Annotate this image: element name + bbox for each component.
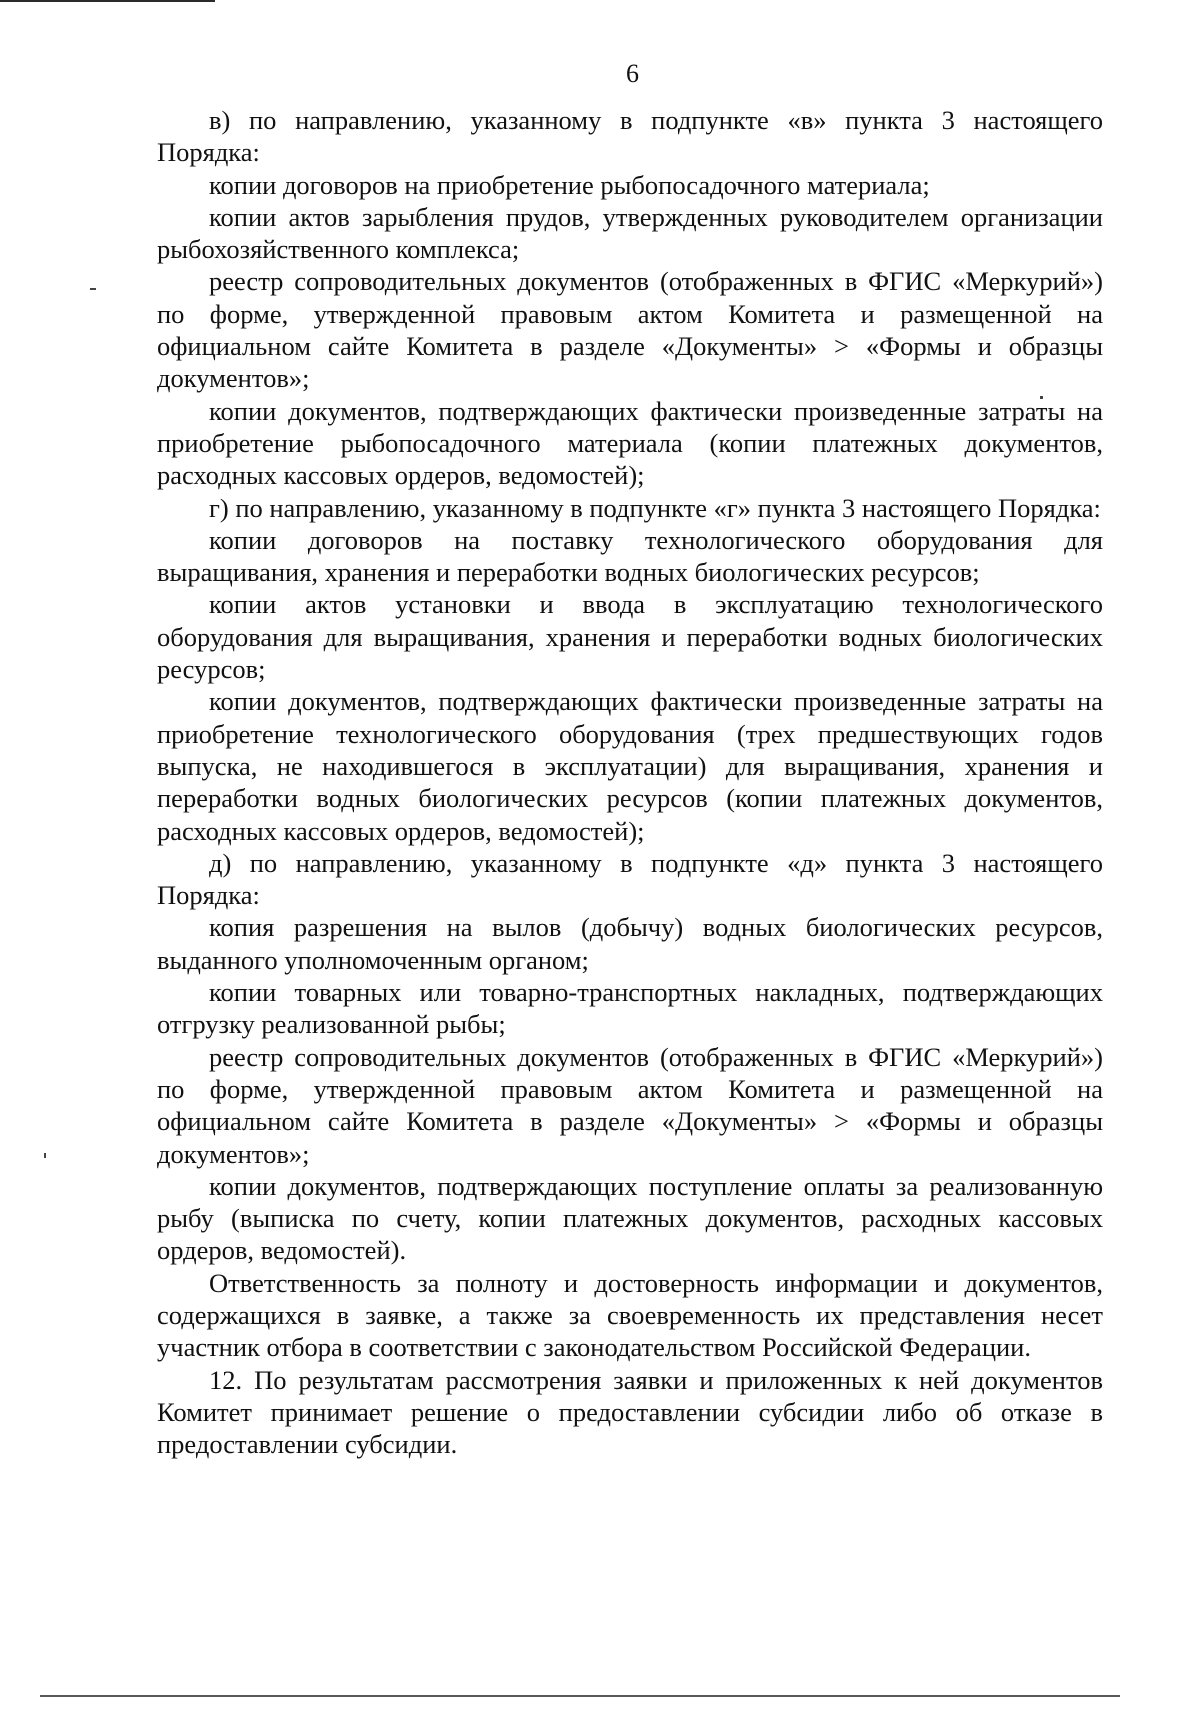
paragraph: копии актов установки и ввода в эксплуатацию технологического оборудования для выращивания, хранения и переработки водных биологических ресурсов;: [157, 589, 1103, 685]
paragraph: копии товарных или товарно-транспортных накладных, подтверждающих отгрузку реализованной рыбы;: [157, 977, 1103, 1040]
paragraph: 12. По результатам рассмотрения заявки и приложенных к ней документов Комитет принимает решение о предоставлении субсидии либо об отказе в предоставлении субсидии.: [157, 1364, 1103, 1460]
document-body: [157, 104, 1103, 1460]
paragraph: Ответственность за полноту и достоверность информации и документов, содержащихся в заявке, а также за своевременность их представления несет участник отбора в соответствии с законодательством Российской Федерации.: [157, 1267, 1103, 1363]
scan-edge-bottom: [40, 1695, 1120, 1697]
page-number: 6: [626, 59, 639, 88]
paragraph: копии договоров на приобретение рыбопосадочного материала;: [209, 169, 930, 200]
paragraph: г) по направлению, указанному в подпункте «г» пункта 3 настоящего Порядка:: [209, 492, 1101, 523]
scan-mark: [90, 288, 96, 290]
paragraph: копии документов, подтверждающих поступление оплаты за реализованную рыбу (выписка по счету, копии платежных документов, расходных кассовых ордеров, ведомостей).: [157, 1170, 1103, 1266]
paragraph: копии договоров на поставку технологического оборудования для выращивания, хранения и переработки водных биологических ресурсов;: [157, 524, 1103, 588]
paragraph: д) по направлению, указанному в подпункте «д» пункта 3 настоящего Порядка:: [157, 847, 1103, 911]
paragraph: в) по направлению, указанному в подпункте «в» пункта 3 настоящего Порядка:: [157, 105, 1103, 168]
paragraph: копии актов зарыбления прудов, утвержденных руководителем организации рыбохозяйственного комплекса;: [157, 201, 1103, 265]
scan-edge-top: [0, 0, 215, 2]
scan-mark: [44, 1153, 46, 1158]
paragraph: копия разрешения на вылов (добычу) водных биологических ресурсов, выданного уполномоченным органом;: [157, 912, 1103, 975]
paragraph: копии документов, подтверждающих фактически произведенные затраты на приобретение технологического оборудования (трех предшествующих годов выпуска, не находившегося в эксплуатации) для выращивания, хранения и переработки водных биологических ресурсов (копии платежных документов, расходных кассовых ордеров, ведомостей);: [157, 686, 1103, 846]
paragraph: реестр сопроводительных документов (отображенных в ФГИС «Меркурий») по форме, утвержденной правовым актом Комитета и размещенной на официальном сайте Комитета в разделе «Документы» > «Формы и образцы документов»;: [157, 266, 1103, 394]
paragraph: копии документов, подтверждающих фактически произведенные затраты на приобретение рыбопосадочного материала (копии платежных документов, расходных кассовых ордеров, ведомостей);: [157, 395, 1103, 491]
paragraph: реестр сопроводительных документов (отображенных в ФГИС «Меркурий») по форме, утвержденной правовым актом Комитета и размещенной на официальном сайте Комитета в разделе «Документы» > «Формы и образцы документов»;: [157, 1041, 1103, 1169]
